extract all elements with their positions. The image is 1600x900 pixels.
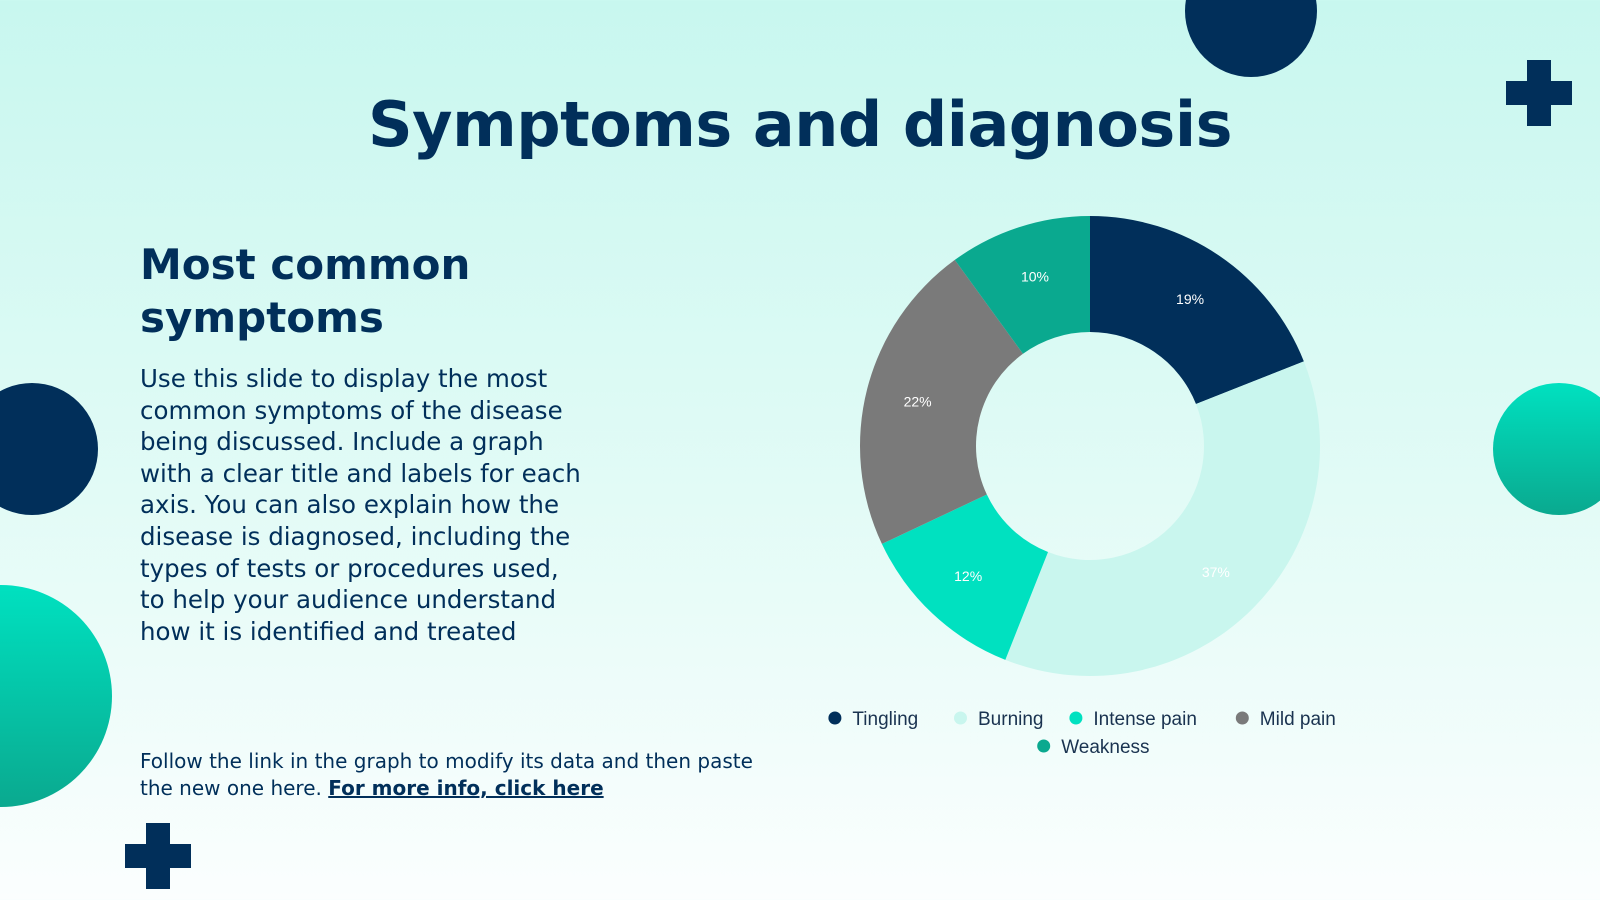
legend-label: Intense pain — [1093, 709, 1197, 730]
legend-marker — [1037, 740, 1050, 753]
legend-item — [1236, 709, 1336, 730]
chart-data-label: 22% — [903, 393, 932, 410]
page-title: Symptoms and diagnosis — [368, 88, 1232, 161]
section-heading: Most common symptoms — [140, 240, 471, 342]
chart-data-label: 19% — [1176, 290, 1205, 307]
chart-slices — [860, 216, 1320, 676]
legend-item — [1037, 737, 1149, 758]
legend-marker — [828, 712, 841, 725]
legend-label: Mild pain — [1259, 709, 1336, 730]
legend-label: Weakness — [1061, 737, 1150, 758]
legend-marker — [1069, 712, 1082, 725]
chart-data-label: 37% — [1201, 563, 1230, 580]
legend-marker — [1236, 712, 1249, 725]
chart-data-label: 10% — [1020, 268, 1050, 285]
chart-legend — [828, 709, 1335, 758]
legend-label: Tingling — [852, 709, 919, 730]
more-info-link[interactable]: For more info, click here — [328, 776, 604, 800]
footer-note-text: Follow the link in the graph to modify its data and then paste the new one here. — [140, 749, 753, 800]
legend-item — [954, 709, 1044, 730]
body-text: Use this slide to display the most common symptoms of the disease being discussed. Include a graph with a clear title and labels for each axis. You can also explain how the disease is diagnosed, including the types of tests or procedures used, to help your audience understand how it is identified and treated — [140, 364, 581, 646]
chart-data-label: 12% — [954, 567, 983, 584]
legend-item — [828, 709, 918, 730]
legend-label: Burning — [978, 709, 1044, 730]
legend-marker — [954, 712, 967, 725]
legend-item — [1069, 709, 1197, 730]
chart-slice-burning — [1005, 361, 1320, 676]
